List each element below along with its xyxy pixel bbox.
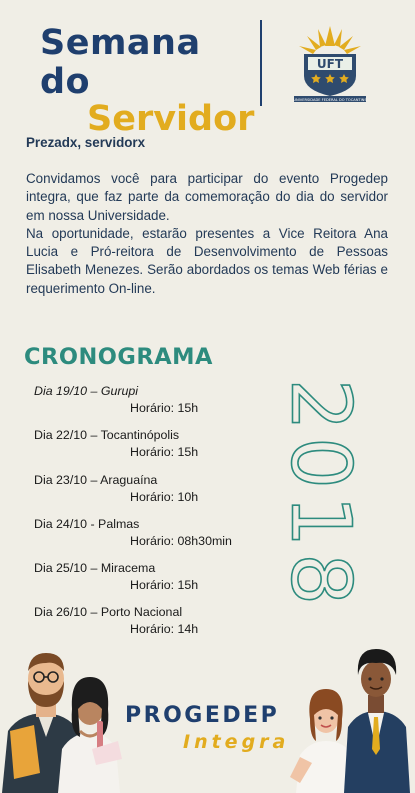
schedule-item [34,605,274,649]
schedule-item [34,384,274,428]
schedule-day: Dia 25/10 – Miracema [34,561,156,576]
schedule-time: Horário: 10h [130,489,199,504]
schedule-item [34,473,274,517]
header-divider [260,20,262,106]
event-title [40,23,255,139]
greeting: Prezadx, servidorx [26,135,146,150]
woman-right-figure [290,689,354,793]
title-line-1: Semana do [40,23,201,102]
logo-acronym: UFT [316,57,344,71]
man-right-figure [344,649,410,793]
year-text: 2018 [272,378,368,612]
invitation-paragraph-1: Convidamos você para participar do evento Progedep integra, que faz parte da comemoração do dia do servidor em nossa Universidade. [26,171,388,223]
schedule-day: Dia 23/10 – Araguaína [34,472,158,487]
schedule-day: Dia 26/10 – Porto Nacional [34,605,183,620]
schedule-day: Dia 19/10 – Gurupi [34,384,139,398]
invitation-paragraph-2: Na oportunidade, estarão presentes a Vice Reitora Ana Lucia e Pró-reitora de Desenvolvimento de Pessoas Elisabeth Menezes. Serão abordados os temas Web férias e requerimento On-line. [26,225,388,296]
uft-logo [292,20,368,104]
invitation-text [26,134,388,298]
year-outline [272,350,368,640]
schedule-time: Horário: 14h [130,622,199,637]
logo-caption: UNIVERSIDADE FEDERAL DO TOCANTINS [293,98,367,102]
schedule-time: Horário: 08h30min [130,533,232,548]
brand-name: PROGEDEP [125,703,280,728]
schedule-list [34,384,274,650]
schedule-day: Dia 22/10 – Tocantinópolis [34,428,180,443]
brand-subtitle: Integra [183,731,290,753]
schedule-time: Horário: 15h [130,445,199,460]
title-line-2: Servidor [87,99,255,139]
schedule-title: CRONOGRAMA [24,344,213,370]
schedule-item [34,561,274,605]
schedule-day: Dia 24/10 - Palmas [34,516,140,531]
schedule-time: Horário: 15h [130,578,199,593]
schedule-time: Horário: 15h [130,401,199,415]
schedule-item [34,517,274,561]
schedule-item [34,428,274,472]
